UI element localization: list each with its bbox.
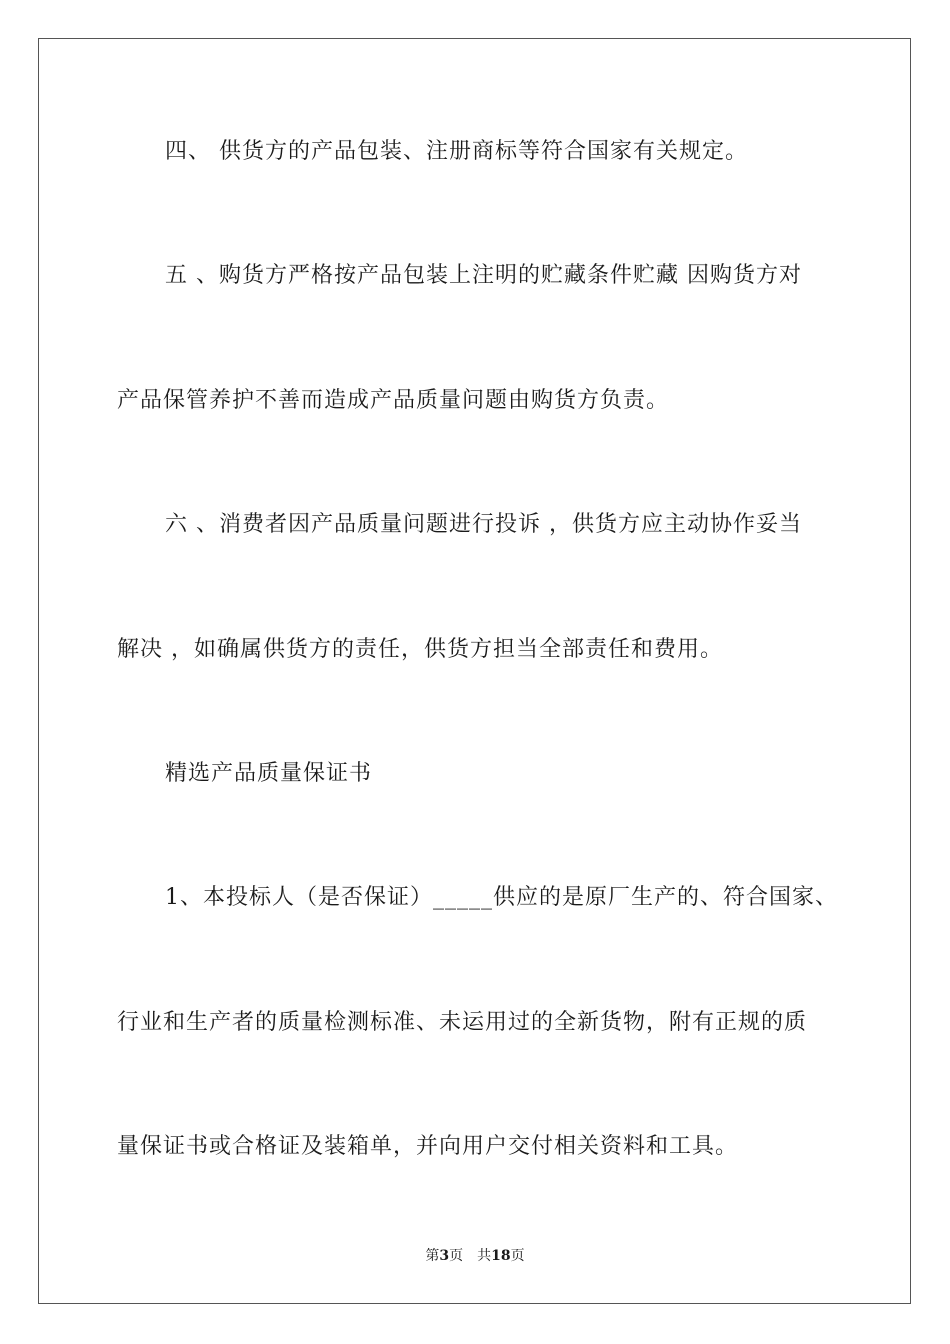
page-footer <box>0 1247 950 1265</box>
paragraph-line-1b: 行业和生产者的质量检测标准、未运用过的全新货物，附有正规的质 <box>117 1010 808 1035</box>
total-pages: 18 <box>491 1248 511 1264</box>
paragraph-line-6a: 六 、消费者因产品质量问题进行投诉 ，供货方应主动协作妥当 <box>165 512 802 537</box>
page-prefix: 第 <box>425 1248 440 1264</box>
paragraph-line-5b: 产品保管养护不善而造成产品质量问题由购货方负责。 <box>117 388 670 413</box>
paragraph-line-1c: 量保证书或合格证及装箱单，并向用户交付相关资料和工具。 <box>117 1134 739 1159</box>
page-suffix: 页 <box>449 1248 464 1264</box>
paragraph-line-5a: 五 、购货方严格按产品包装上注明的贮藏条件贮藏 因购货方对 <box>165 263 802 288</box>
page-number: 3 <box>439 1248 450 1264</box>
paragraph-line-1a: 1、本投标人（是否保证）_____供应的是原厂生产的、符合国家、 <box>165 885 838 910</box>
section-heading: 精选产品质量保证书 <box>165 761 373 786</box>
paragraph-line-6b: 解决 ，如确属供货方的责任，供货方担当全部责任和费用。 <box>117 637 723 662</box>
paragraph-line-4: 四、 供货方的产品包装、注册商标等符合国家有关规定。 <box>165 139 748 164</box>
page-border <box>38 38 911 1304</box>
total-prefix: 共 <box>477 1248 492 1264</box>
total-suffix: 页 <box>510 1248 525 1264</box>
